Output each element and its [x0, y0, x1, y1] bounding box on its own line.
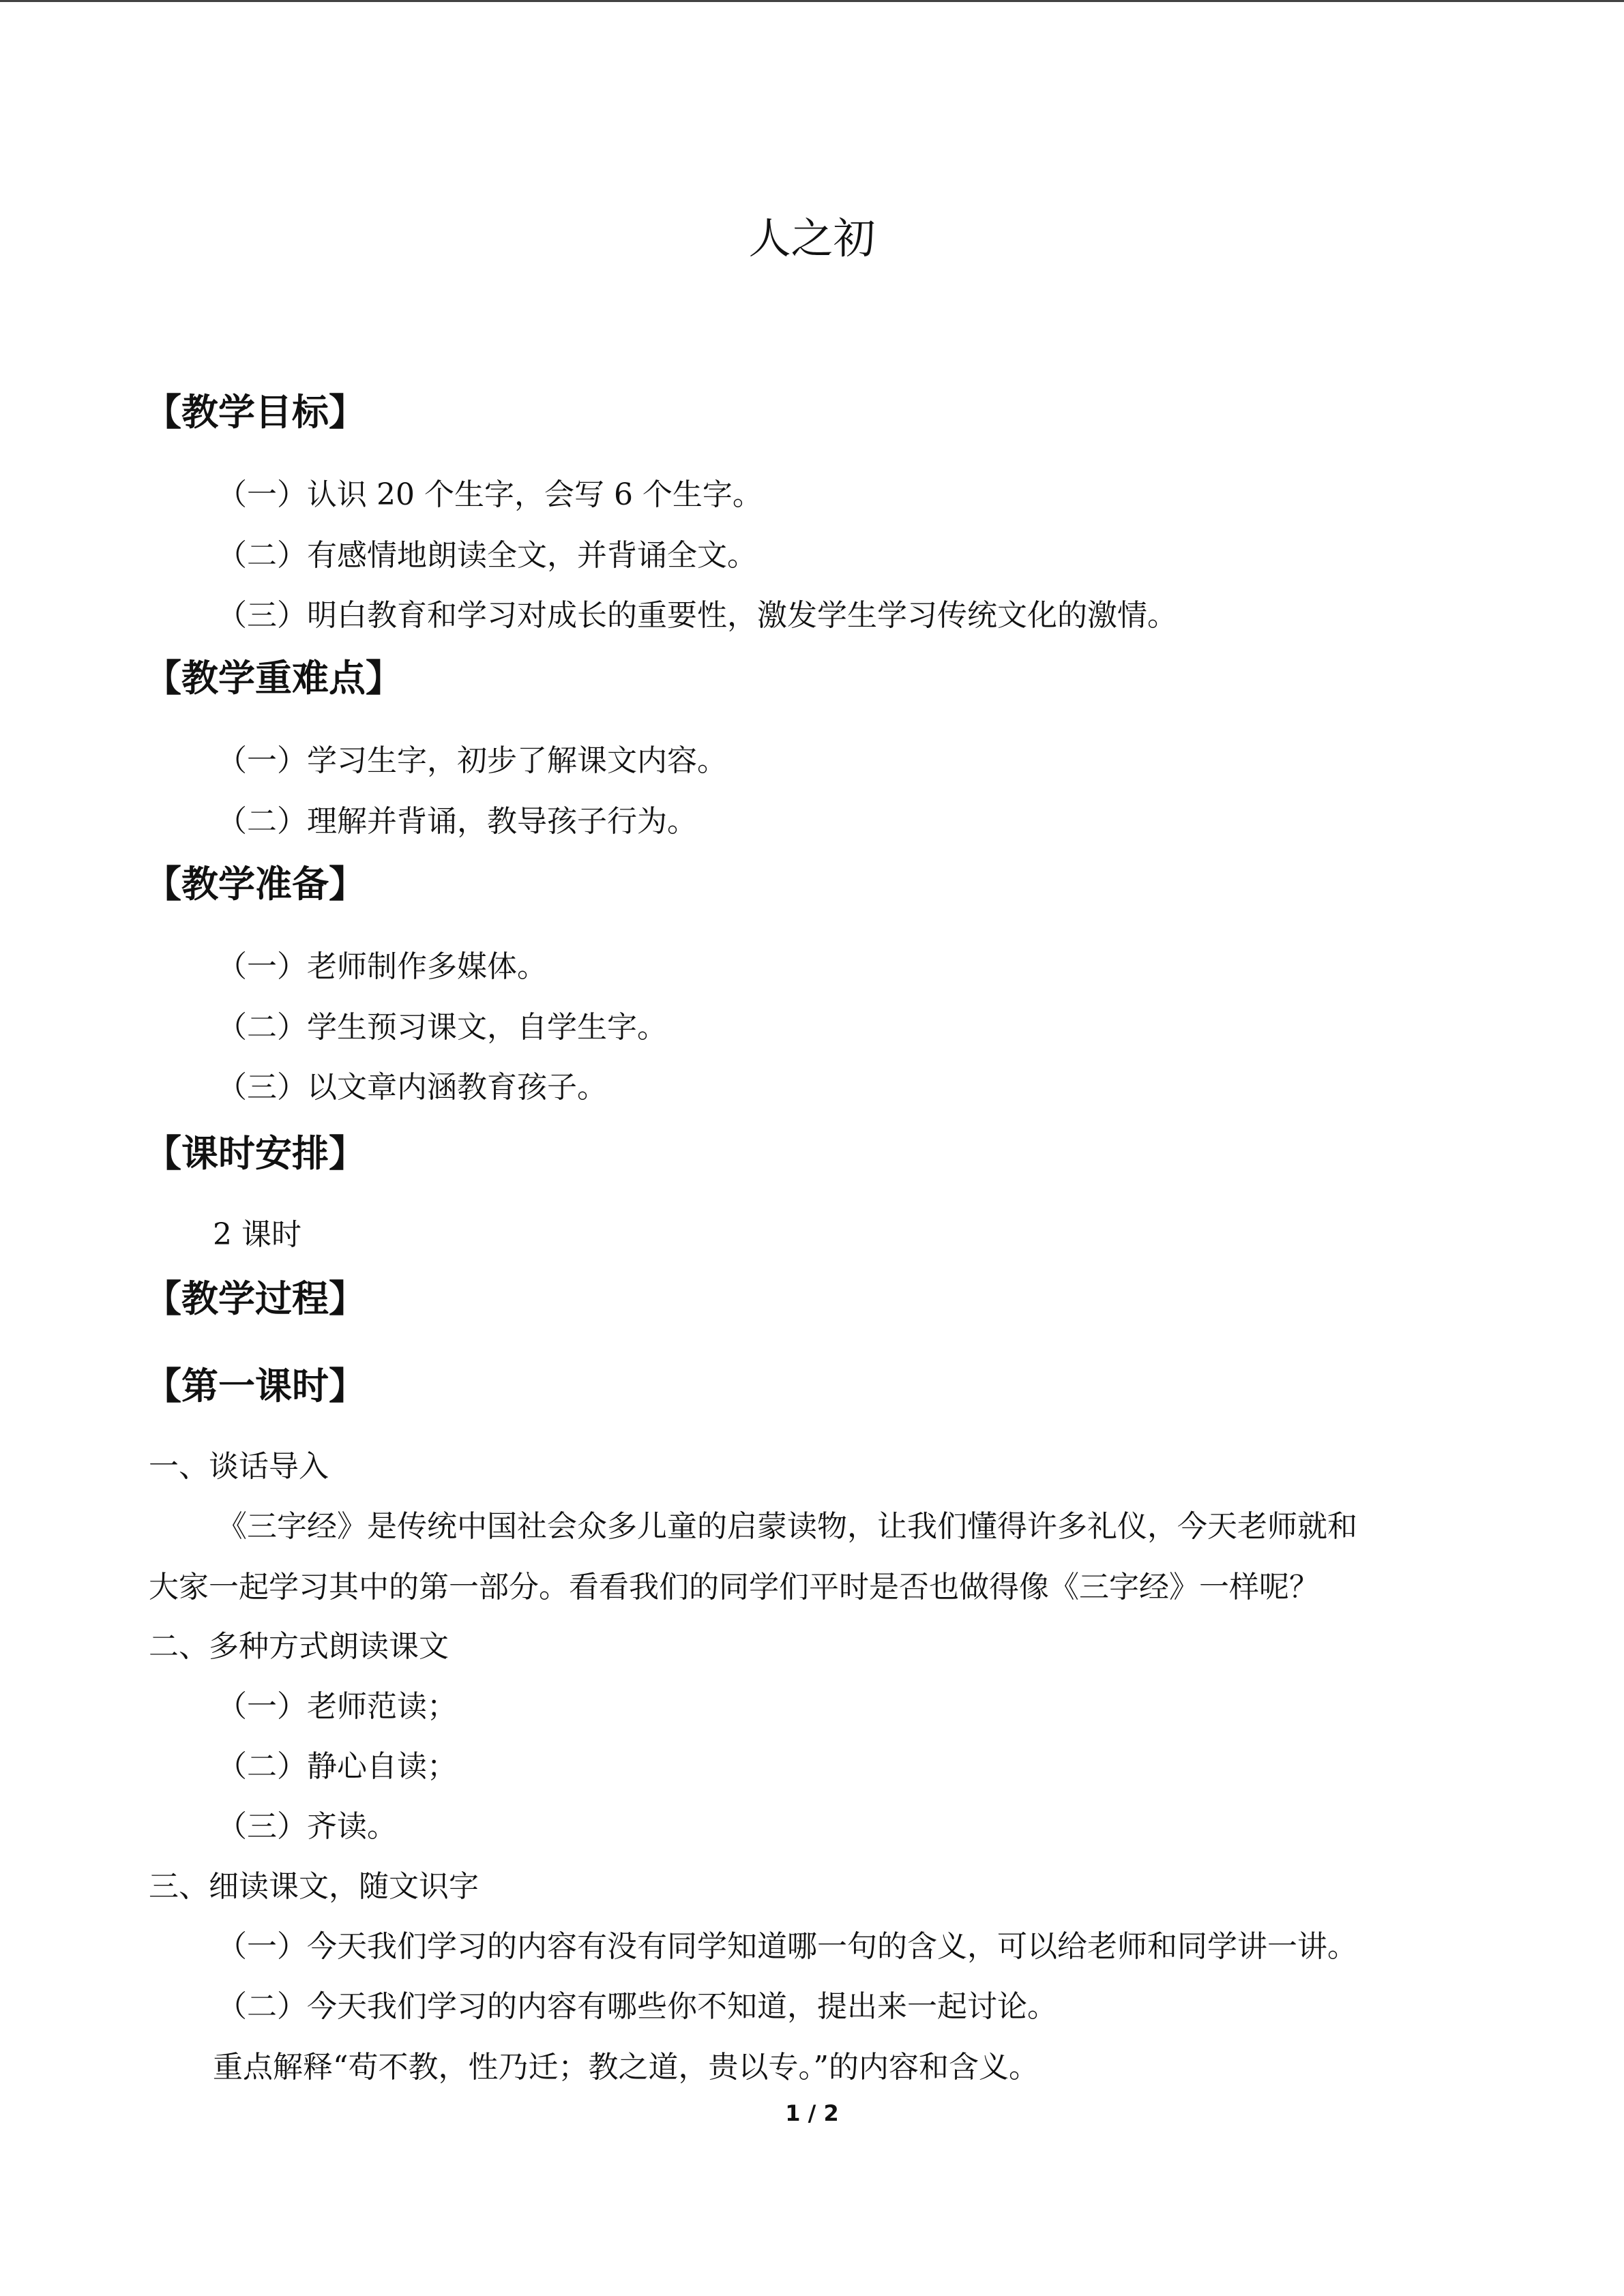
part-2-item: （二）静心自读；: [217, 1749, 457, 1784]
part-1-paragraph-line: 《三字经》是传统中国社会众多儿童的启蒙读物，让我们懂得许多礼仪，今天老师就和: [217, 1509, 1357, 1544]
heading-objectives: 【教学目标】: [145, 391, 366, 434]
part-1-title: 一、谈话导入: [149, 1449, 329, 1484]
objective-item: （二）有感情地朗读全文，并背诵全文。: [217, 538, 757, 573]
preparation-item: （一）老师制作多媒体。: [217, 949, 547, 984]
objective-item: （三）明白教育和学习对成长的重要性，激发学生学习传统文化的激情。: [217, 598, 1177, 633]
heading-schedule: 【课时安排】: [145, 1132, 366, 1175]
objective-item: （一）认识 20 个生字，会写 6 个生字。: [217, 477, 763, 512]
heading-preparation: 【教学准备】: [145, 863, 366, 906]
heading-process: 【教学过程】: [145, 1277, 366, 1320]
heading-lesson-1: 【第一课时】: [145, 1365, 366, 1407]
page-number: 1 / 2: [785, 2100, 839, 2126]
preparation-item: （三）以文章内涵教育孩子。: [217, 1070, 607, 1105]
part-2-item: （一）老师范读；: [217, 1689, 457, 1724]
part-3-note: 重点解释“苟不教，性乃迁；教之道，贵以专。”的内容和含义。: [213, 2050, 1039, 2085]
preparation-item: （二）学生预习课文，自学生字。: [217, 1010, 667, 1045]
part-3-item: （一）今天我们学习的内容有没有同学知道哪一句的含义，可以给老师和同学讲一讲。: [217, 1929, 1357, 1964]
part-3-item: （二）今天我们学习的内容有哪些你不知道，提出来一起讨论。: [217, 1989, 1057, 2024]
schedule-text: 2 课时: [213, 1217, 301, 1252]
key-point-item: （一）学习生字，初步了解课文内容。: [217, 743, 727, 778]
part-2-item: （三）齐读。: [217, 1809, 397, 1844]
key-point-item: （二）理解并背诵，教导孩子行为。: [217, 804, 697, 839]
part-2-title: 二、多种方式朗读课文: [149, 1629, 449, 1664]
heading-key-points: 【教学重难点】: [145, 657, 402, 700]
document-title: 人之初: [748, 213, 876, 263]
part-3-title: 三、细读课文，随文识字: [149, 1869, 479, 1904]
part-1-paragraph-line: 大家一起学习其中的第一部分。看看我们的同学们平时是否也做得像《三字经》一样呢？: [149, 1570, 1319, 1605]
